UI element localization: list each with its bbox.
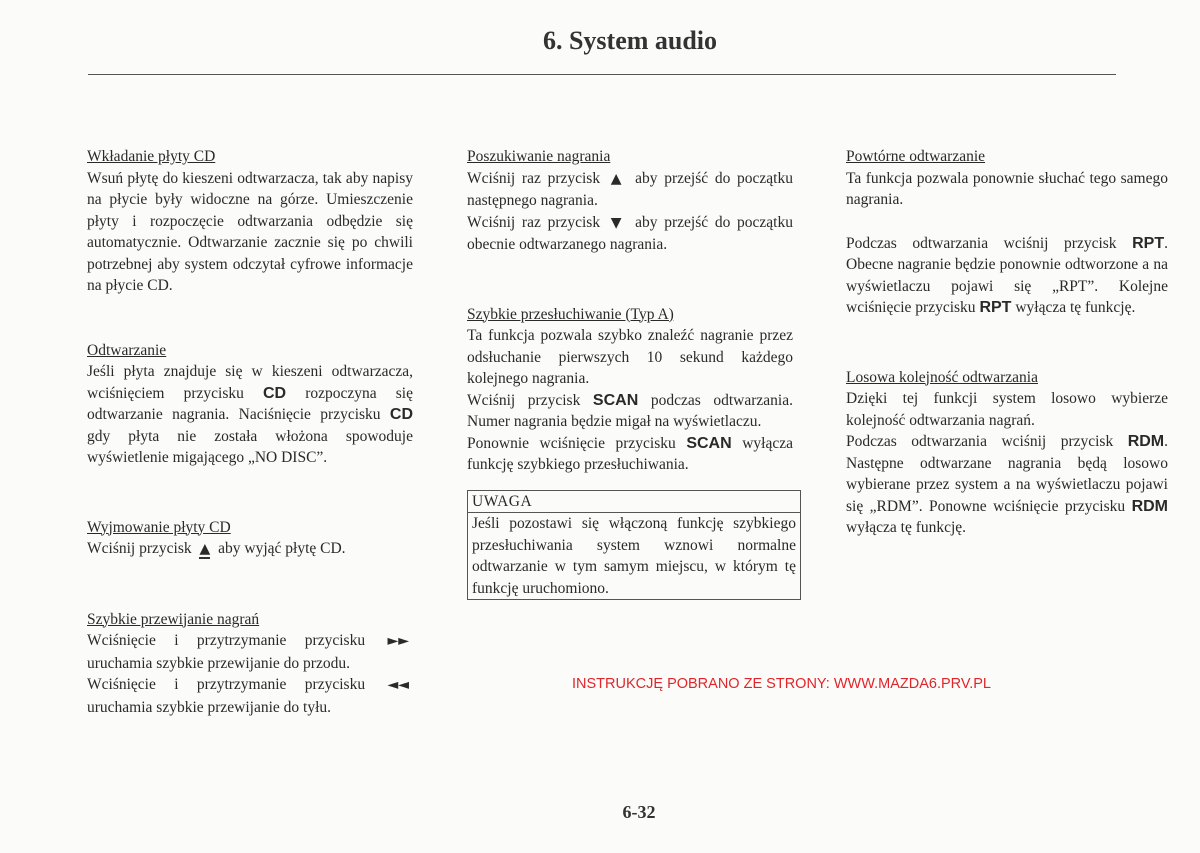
rewind-icon: ◄◄ (387, 677, 410, 693)
section-text (467, 390, 793, 433)
button-name-rpt: RPT (1132, 234, 1165, 252)
column-right (846, 146, 1168, 539)
button-name-rdm: RDM (1131, 497, 1168, 515)
section-text: Dzięki tej funkcji system losowo wybierze kolejność odtwarzania nagrań. (846, 390, 1168, 429)
section-inserting-cd (87, 146, 413, 297)
text-run: Wciśnięcie i przytrzymanie przycisku (87, 676, 366, 693)
section-heading: Szybkie przewijanie nagrań (87, 610, 260, 628)
section-heading: Odtwarzanie (87, 341, 167, 359)
note-title: UWAGA (468, 491, 800, 514)
source-link-text[interactable]: INSTRUKCJĘ POBRANO ZE STRONY: WWW.MAZDA6.PRV.PL (572, 676, 991, 692)
text-run: uruchamia szybkie przewijanie do tyłu. (87, 698, 332, 716)
section-heading: Szybkie przesłuchiwanie (Typ A) (467, 305, 674, 323)
button-name-cd: CD (389, 406, 413, 423)
text-run: Wciśnij przycisk (87, 540, 192, 557)
section-text: Ta funkcja pozwala ponownie słuchać tego samego nagrania. (846, 169, 1168, 208)
section-text: Ta funkcja pozwala szybko znaleźć nagranie przez odsłuchanie pierwszych 10 sekund każdego kolejnego nagrania. (467, 327, 793, 387)
text-run: Wciśnij raz przycisk (467, 169, 601, 187)
text-run: aby przejść do początku obecnie odtwarzanego nagrania. (467, 213, 793, 253)
text-run: Wciśnij raz przycisk (467, 213, 601, 231)
eject-icon: ▲ (199, 541, 211, 557)
button-name-scan: SCAN (592, 391, 639, 409)
section-random (846, 367, 1168, 539)
section-track-search (467, 146, 793, 256)
text-run: wyłącza tę funkcję. (846, 519, 967, 536)
section-text (846, 431, 1168, 539)
section-text (467, 433, 793, 476)
section-scan (467, 304, 793, 476)
button-name-cd: CD (262, 384, 287, 402)
text-run: podczas odtwarzania. Numer nagrania będzie migał na wyświetlaczu. (467, 391, 793, 430)
text-run: Podczas odtwarzania wciśnij przycisk (846, 433, 1114, 450)
text-run: aby przejść do początku następnego nagrania. (467, 169, 793, 209)
section-heading: Losowa kolejność odtwarzania (846, 368, 1038, 386)
section-text (846, 233, 1168, 319)
text-run: Wciśnięcie i przytrzymanie przycisku (87, 632, 366, 649)
title-divider (88, 74, 1116, 75)
section-fast-forward (87, 609, 413, 719)
text-run: . Obecne nagranie będzie ponownie odtworzone a na wyświetlaczu pojawi się „RPT”. Kolejne wciśnięcie przycisku (846, 234, 1168, 316)
down-arrow-icon: ▼ (610, 214, 625, 231)
section-heading: Wyjmowanie płyty CD (87, 518, 231, 536)
text-run: wyłącza tę funkcję. (1015, 299, 1136, 316)
button-name-rdm: RDM (1127, 433, 1165, 450)
fast-forward-icon: ►► (387, 633, 410, 649)
button-name-rpt: RPT (979, 299, 1012, 316)
text-run: wyłącza funkcję szybkiego przesłuchiwania. (467, 434, 793, 473)
text-run: . Następne odtwarzane nagrania będą losowo wybierane przez system a na wyświetlaczu pojawi się „RDM”. Ponowne wciśnięcie przycisku (846, 433, 1168, 515)
text-run: Podczas odtwarzania wciśnij przycisk (846, 234, 1117, 252)
text-run: Jeśli płyta znajduje się w kieszeni odtwarzacza, wciśnięciem przycisku (87, 363, 413, 402)
section-playback (87, 340, 413, 469)
section-text (87, 538, 413, 561)
section-heading: Wkładanie płyty CD (87, 148, 216, 165)
section-repeat (846, 146, 1168, 319)
section-text (87, 630, 413, 718)
column-left (87, 146, 413, 718)
section-text: Wsuń płytę do kieszeni odtwarzacza, tak aby napisy na płycie były widoczne na górze. Umieszczenie płyty i rozpoczęcie odtwarzania odbędzie się automatycznie. Odtwarzanie zacznie się po chwili potrzebnej aby system odczytał cyfrowe informacje na płycie CD. (87, 169, 413, 294)
page-number: 6-32 (622, 802, 656, 822)
note-text: Jeśli pozostawi się włączoną funkcję szybkiego przesłuchiwania system wznowi normalne odtwarzanie w tym samym miejscu, w którym tę funkcję uruchomiono. (472, 515, 796, 597)
section-text (87, 361, 413, 469)
section-eject-cd (87, 517, 413, 561)
up-arrow-icon: ▲ (610, 170, 625, 187)
section-text (467, 168, 793, 256)
text-run: aby wyjąć płytę CD. (218, 540, 346, 557)
page-title: 6. System audio (542, 26, 718, 55)
text-run: Ponownie wciśnięcie przycisku (467, 434, 676, 452)
text-run: rozpoczyna się odtwarzanie nagrania. Naciśnięcie przycisku (87, 384, 413, 423)
section-heading: Powtórne odtwarzanie (846, 148, 986, 165)
button-name-scan: SCAN (686, 434, 732, 452)
note-box (467, 490, 801, 601)
text-run: uruchamia szybkie przewijanie do przodu. (87, 654, 350, 672)
text-run: Wciśnij przycisk (467, 391, 581, 409)
text-run: gdy płyta nie została włożona spowoduje wyświetlenie migającego „NO DISC”. (87, 427, 413, 466)
section-heading: Poszukiwanie nagrania (467, 148, 611, 165)
column-middle (467, 146, 796, 600)
